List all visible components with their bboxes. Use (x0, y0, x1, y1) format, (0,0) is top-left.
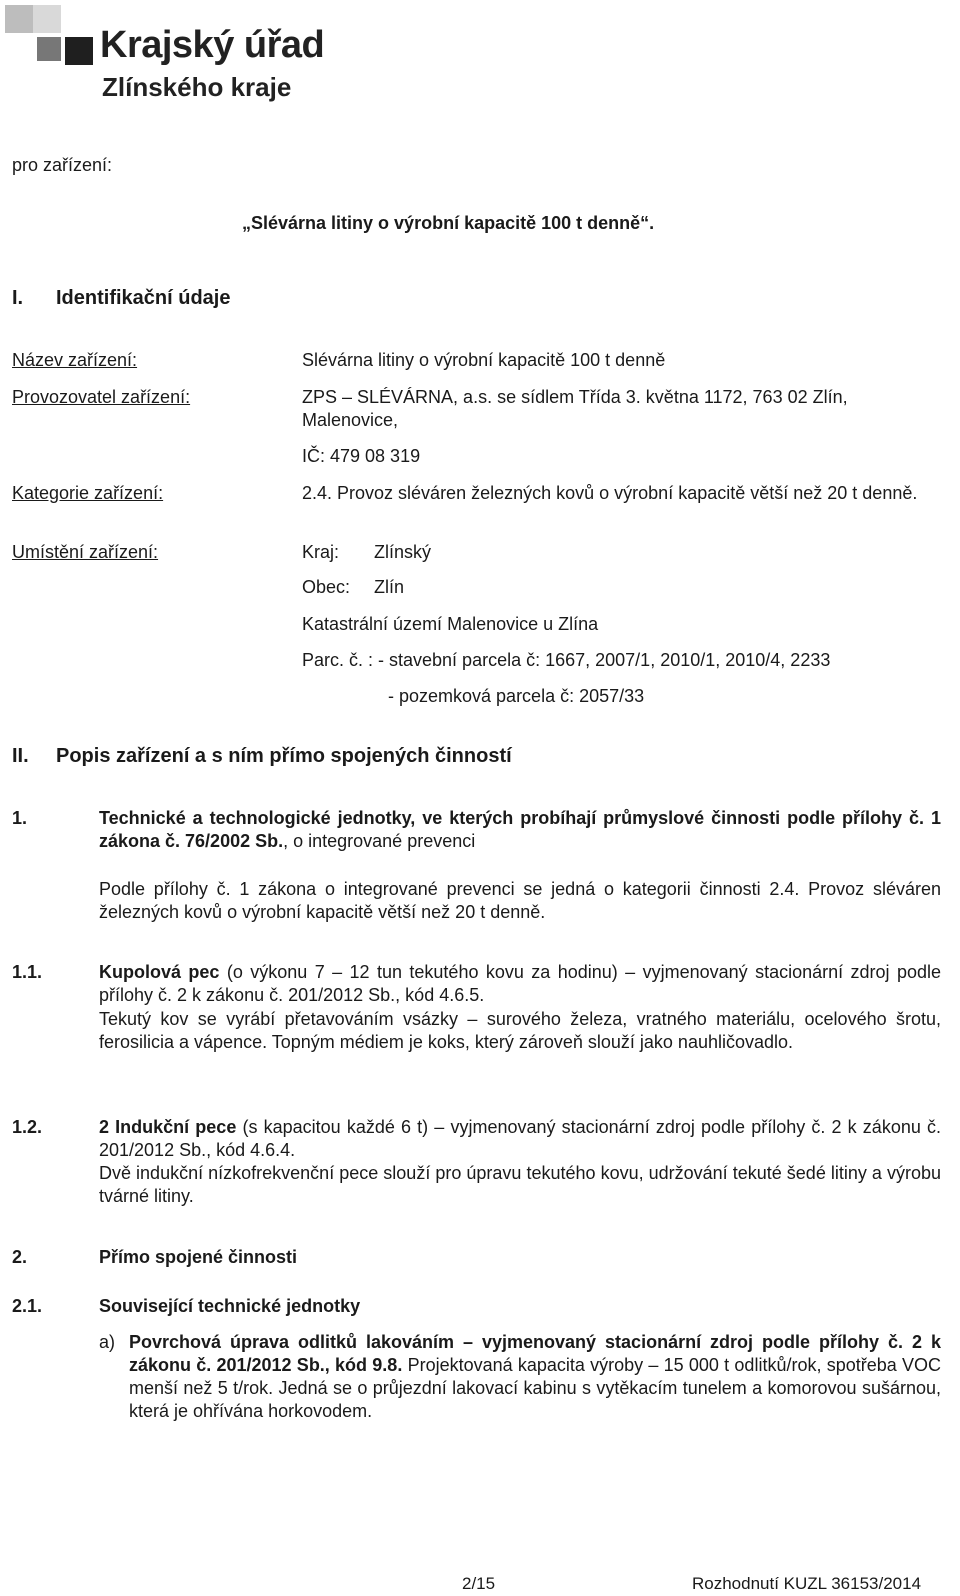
kraj-label: Kraj: (302, 542, 340, 562)
kraj-value: Zlínský (374, 542, 432, 562)
logo-subtitle: Zlínského kraje (102, 72, 292, 102)
katastr-value: Katastrální území Malenovice u Zlína (302, 614, 599, 634)
logo-square-lighter (33, 5, 61, 33)
section1-number: I. (12, 287, 24, 309)
item11-number: 1.1. (12, 962, 43, 982)
ico-value: IČ: 479 08 319 (302, 446, 421, 466)
item12-bold: 2 Indukční pece (99, 1117, 237, 1137)
logo-title: Krajský úřad (100, 24, 325, 66)
name-value: Slévárna litiny o výrobní kapacitě 100 t denně (302, 350, 666, 370)
item11-bold: Kupolová pec (99, 962, 220, 982)
logo-square-mid (37, 37, 61, 61)
item1-title-bold: Technické a technologické jednotky, ve kterých probíhají průmyslové činnosti podle přílohy č. 1 zákona č. 76/2002 Sb. (99, 808, 941, 851)
item1-title (99, 807, 941, 853)
operator-value: ZPS – SLÉVÁRNA, a.s. se sídlem Třída 3. května 1172, 763 02 Zlín, Malenovice, (302, 387, 848, 430)
item1-title-rest: , o integrované prevenci (283, 831, 476, 851)
item21a-bold: Povrchová úprava odlitků lakováním – vyjmenovaný stacionární zdroj podle přílohy č. 2 k zákonu č. 201/2012 Sb., kód 9.8. (129, 1332, 941, 1375)
item21-title: Související technické jednotky (99, 1296, 361, 1316)
item12-text1 (99, 1116, 941, 1162)
item11-text2: Tekutý kov se vyrábí přetavováním vsázky – surového železa, vratného materiálu, ocelového šrotu, ferosilicia a vápence. Topným médiem je koks, který zároveň slouží jako nauhličovadlo. (99, 1009, 941, 1052)
name-label: Název zařízení: (12, 350, 138, 370)
item21a-text (129, 1331, 941, 1423)
category-value: 2.4. Provoz sléváren železných kovů o výrobní kapacitě větší než 20 t denně. (302, 483, 918, 503)
item11-text1 (99, 961, 941, 1007)
category-label: Kategorie zařízení: (12, 483, 164, 503)
section2-number: II. (12, 745, 29, 767)
item11-desc: (o výkonu 7 – 12 tun tekutého kovu za hodinu) – vyjmenovaný stacionární zdroj podle přílohy č. 2 k zákonu č. 201/2012 Sb., kód 4.6.5. (99, 962, 941, 1005)
location-label: Umístění zařízení: (12, 542, 159, 562)
item12-desc: (s kapacitou každé 6 t) – vyjmenovaný stacionární zdroj podle přílohy č. 2 k zákonu č. 201/2012 Sb., kód 4.6.4. (99, 1117, 941, 1160)
parcel-building: Parc. č. : - stavební parcela č: 1667, 2007/1, 2010/1, 2010/4, 2233 (302, 650, 831, 670)
section2-title: Popis zařízení a s ním přímo spojených činností (56, 745, 512, 767)
item21a-desc: Projektovaná kapacita výroby – 15 000 t odlitků/rok, spotřeba VOC menší než 5 t/rok. Jedná se o průjezdní lakovací kabinu s vytěkacím tunelem a komorovou sušárnou, která je ohřívána horkovodem. (129, 1355, 941, 1421)
section1-title: Identifikační údaje (56, 287, 231, 309)
item2-number: 2. (12, 1247, 28, 1267)
item1-text: Podle přílohy č. 1 zákona o integrované prevenci se jedná o kategorii činnosti 2.4. Provoz sléváren železných kovů o výrobní kapacitě větší než 20 t denně. (99, 879, 941, 922)
item2-title: Přímo spojené činnosti (99, 1247, 298, 1267)
item12-number: 1.2. (12, 1117, 43, 1137)
logo-square-light (5, 5, 33, 33)
intro-label: pro zařízení: (12, 155, 113, 175)
page-number: 2/15 (462, 1574, 496, 1593)
obec-label: Obec: (302, 577, 351, 597)
logo-square-dark (65, 37, 93, 65)
item12-text2: Dvě indukční nízkofrekvenční pece slouží pro úpravu tekutého kovu, udržování tekuté šedé litiny a výrobu tvárné litiny. (99, 1163, 941, 1206)
obec-value: Zlín (374, 577, 405, 597)
item1-number: 1. (12, 808, 28, 828)
item21-number: 2.1. (12, 1296, 43, 1316)
operator-label: Provozovatel zařízení: (12, 387, 191, 407)
parcel-land: - pozemková parcela č: 2057/33 (388, 686, 645, 706)
facility-title: „Slévárna litiny o výrobní kapacitě 100 t denně“. (242, 213, 655, 233)
item21a-letter: a) (99, 1332, 116, 1352)
document-reference: Rozhodnutí KUZL 36153/2014 (692, 1574, 922, 1593)
